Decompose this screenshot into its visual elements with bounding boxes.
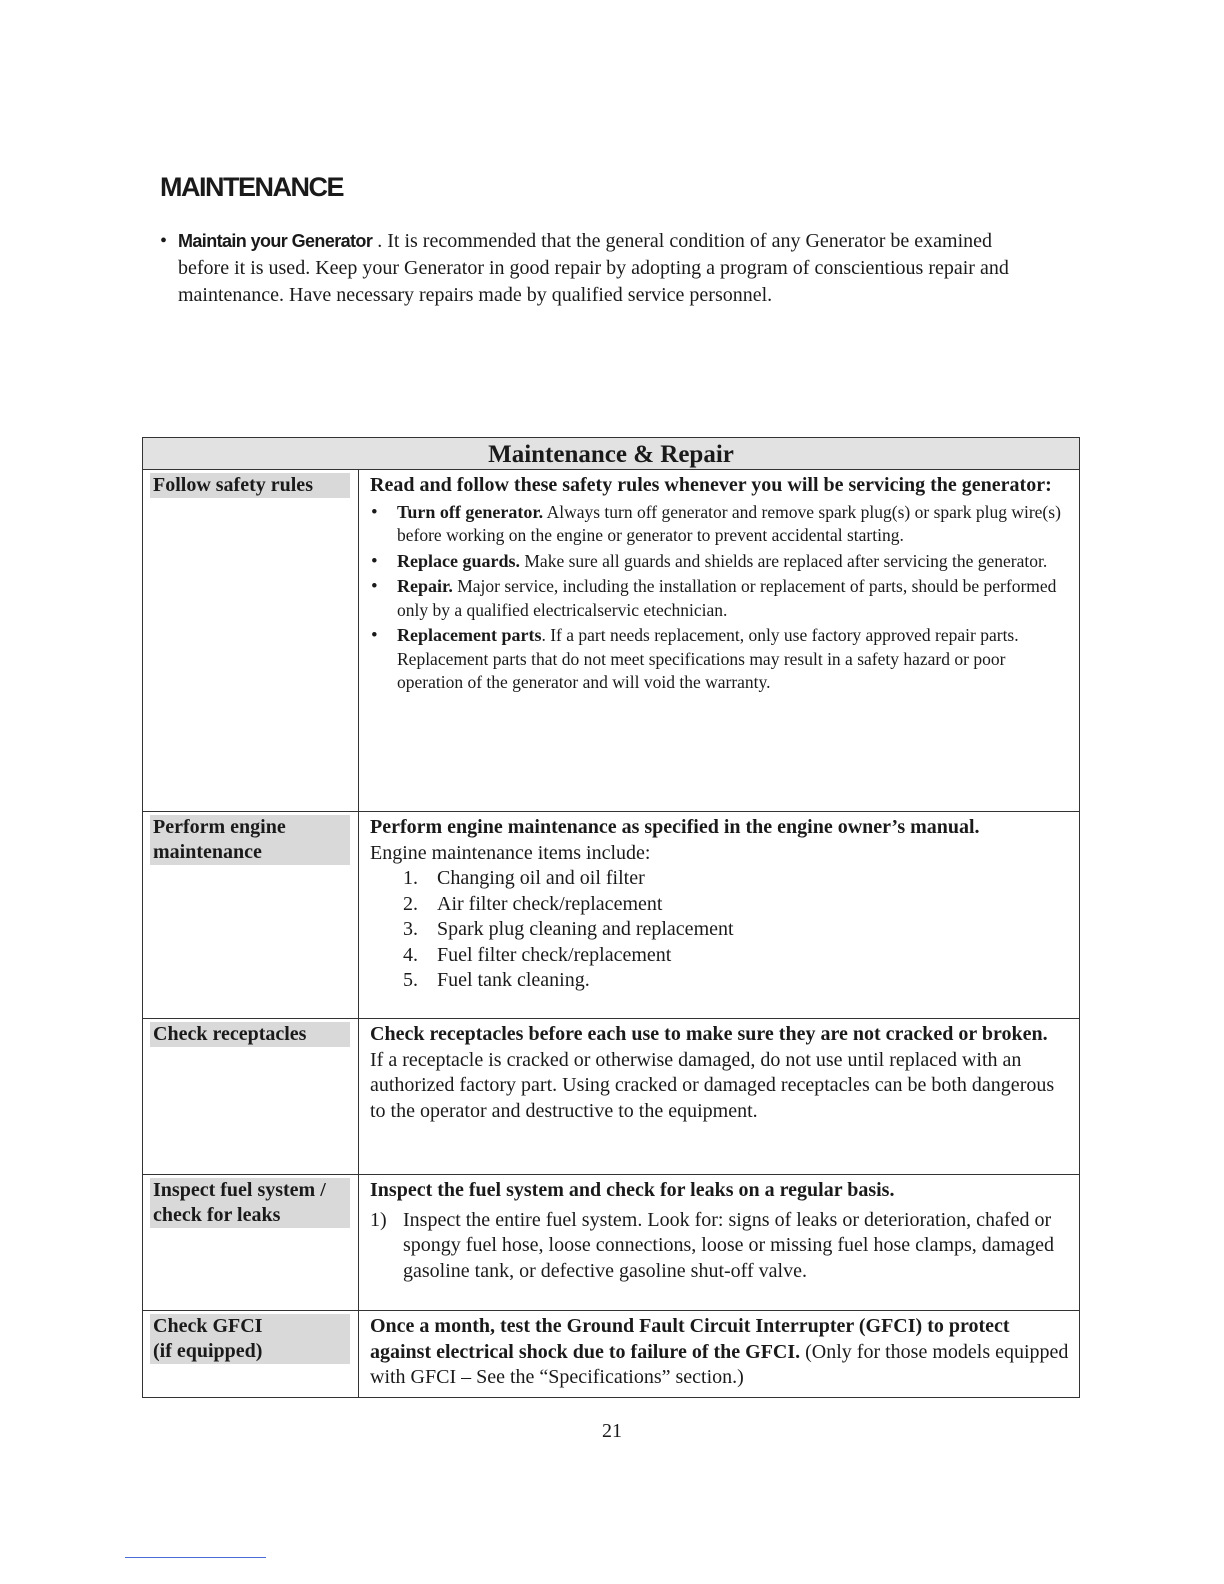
engine-heading: Perform engine maintenance as specified in the engine owner’s manual. bbox=[370, 816, 980, 838]
row-label-gfci: Check GFCI (if equipped) bbox=[150, 1314, 350, 1364]
table-row-engine bbox=[143, 811, 1079, 1018]
row-label-engine: Perform engine maintenance bbox=[150, 815, 350, 865]
maintenance-table bbox=[142, 437, 1080, 1398]
list-item: • Replace guards. Make sure all guards and shields are replaced after servicing the generator. bbox=[370, 550, 1071, 574]
gfci-text: Once a month, test the Ground Fault Circuit Interrupter (GFCI) to protect against electrical shock due to failure of the GFCI. (Only for those models equipped with GFCI – See the “Specifications” section.) bbox=[370, 1315, 1069, 1388]
intro-lead: Maintain your Generator bbox=[178, 231, 373, 251]
receptacles-text: If a receptacle is cracked or otherwise damaged, do not use until replaced with an authorized factory part. Using cracked or damaged receptacles can be both dangerous to the operator and destructive to the equipment. bbox=[370, 1048, 1055, 1122]
list-item: 3. Spark plug cleaning and replacement bbox=[403, 918, 734, 940]
table-title: Maintenance & Repair bbox=[143, 438, 1079, 470]
row-label-fuel: Inspect fuel system / check for leaks bbox=[150, 1178, 350, 1228]
footnote-divider bbox=[125, 1557, 266, 1558]
list-item: • Turn off generator. Always turn off generator and remove spark plug(s) or spark plug wire(s) before working on the engine or generator to prevent accidental starting. bbox=[370, 501, 1071, 548]
list-item: 2. Air filter check/replacement bbox=[403, 892, 663, 915]
receptacles-heading: Check receptacles before each use to make sure they are not cracked or broken. bbox=[370, 1023, 1048, 1045]
row-label-receptacles: Check receptacles bbox=[150, 1022, 350, 1047]
safety-rules-list bbox=[370, 501, 1071, 695]
table-row-gfci bbox=[143, 1310, 1079, 1397]
intro-text: . It is recommended that the general condition of any Generator be examined before it is used. Keep your Generator in good repair by adopting a program of conscientious repair and maintenance. Have necessary repairs made by qualified service personnel. bbox=[178, 230, 1009, 306]
list-item: 4. Fuel filter check/replacement bbox=[403, 943, 672, 966]
page-number: 21 bbox=[602, 1420, 622, 1442]
intro-paragraph bbox=[160, 228, 1010, 309]
engine-items-list bbox=[370, 866, 1071, 994]
table-row-fuel bbox=[143, 1174, 1079, 1310]
table-row-receptacles bbox=[143, 1018, 1079, 1174]
list-item: 1) Inspect the entire fuel system. Look for: signs of leaks or deterioration, chafed or spongy fuel hose, loose connections, loose or missing fuel hose clamps, damaged gasoline tank, or defective gasoline shut-off valve. bbox=[370, 1208, 1054, 1282]
safety-heading: Read and follow these safety rules whenever you will be servicing the generator: bbox=[370, 474, 1052, 496]
row-label-safety: Follow safety rules bbox=[150, 473, 350, 498]
engine-subheading: Engine maintenance items include: bbox=[370, 841, 651, 864]
list-item: 5. Fuel tank cleaning. bbox=[403, 969, 590, 991]
fuel-heading: Inspect the fuel system and check for leaks on a regular basis. bbox=[370, 1179, 895, 1201]
bullet-icon: • bbox=[160, 230, 168, 252]
list-item: • Repair. Major service, including the installation or replacement of parts, should be performed only by a qualified electricalservic etechnician. bbox=[370, 575, 1071, 622]
page-title: MAINTENANCE bbox=[160, 172, 343, 202]
list-item: 1. Changing oil and oil filter bbox=[403, 867, 645, 889]
list-item: • Replacement parts. If a part needs replacement, only use factory approved repair parts. Replacement parts that do not meet specifications may result in a safety hazard or poor operation of the generator and will void the warranty. bbox=[370, 624, 1071, 695]
table-row-safety bbox=[143, 470, 1079, 811]
